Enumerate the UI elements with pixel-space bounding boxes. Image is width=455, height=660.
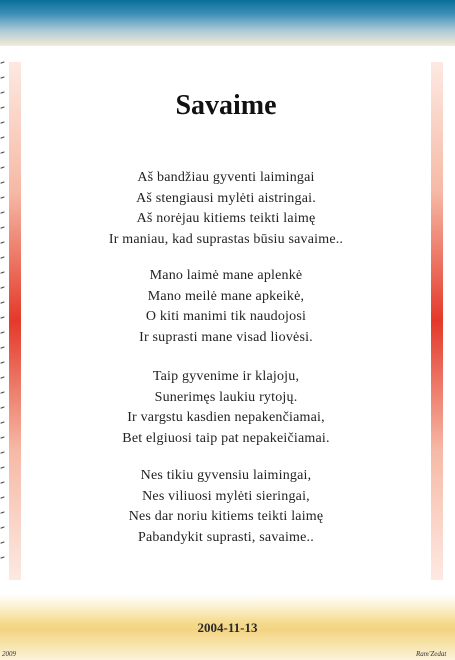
footer-year: 2009 [2,650,16,658]
poem-title: Savaime [175,90,277,121]
stanza-3 [21,367,431,449]
margin-tick [0,61,5,66]
poem-line: Taip gyvenime ir klajoju, [152,369,300,384]
margin-tick [0,346,5,351]
margin-tick [0,76,5,81]
footer-signature: Ram'Zedat [416,650,447,658]
poem-date: 2004-11-13 [197,620,258,635]
margin-tick [0,181,5,186]
margin-tick [0,211,5,216]
margin-tick [0,526,5,531]
margin-tick [0,376,5,381]
margin-tick [0,106,5,111]
margin-tick [0,496,5,501]
margin-tick [0,331,5,336]
poem-line: Mano meilė mane apkeikė, [147,288,305,304]
poem-line: Ir maniau, kad suprastas būsiu savaime.. [108,231,344,247]
margin-tick [0,241,5,246]
poem-page [21,46,431,594]
margin-tick [0,361,5,366]
margin-marks [0,60,8,580]
margin-tick [0,391,5,396]
poem-line: Ir vargstu kasdien nepakenčiamai, [127,410,325,425]
poem-line: Nes dar noriu kitiems teikti laimę [128,509,324,524]
margin-tick [0,121,5,126]
top-decorative-band [0,0,455,46]
margin-tick [0,91,5,96]
margin-tick [0,166,5,171]
margin-tick [0,466,5,471]
margin-tick [0,196,5,201]
poem-line: Ir suprasti mane visad liovėsi. [139,329,313,345]
margin-tick [0,151,5,156]
margin-tick [0,286,5,291]
poem-line: Nes tikiu gyvensiu laimingai, [140,468,312,483]
stanza-1 [21,168,431,250]
poem-line: Sunerimęs laukiu rytojų. [154,389,298,405]
margin-tick [0,481,5,486]
margin-tick [0,256,5,261]
margin-tick [0,301,5,306]
margin-tick [0,541,5,546]
right-decorative-strip [431,62,443,580]
poem-line: Bet elgiuosi taip pat nepakeičiamai. [122,430,330,446]
poem-line: Aš norėjau kitiems teikti laimę [136,211,316,226]
poem-line: Aš stengiausi mylėti aistringai. [136,190,316,206]
poem-line: Mano laimė mane aplenkė [149,268,303,283]
stanza-4 [21,466,431,548]
poem-line: Aš bandžiau gyventi laimingai [137,170,315,185]
stanza-2 [21,266,431,348]
margin-tick [0,136,5,141]
left-decorative-strip [9,62,21,580]
margin-tick [0,436,5,441]
margin-tick [0,511,5,516]
margin-tick [0,421,5,426]
poem-line: O kiti manimi tik naudojosi [145,309,307,324]
poem-line: Pabandykit suprasti, savaime.. [138,529,314,545]
margin-tick [0,316,5,321]
margin-tick [0,451,5,456]
margin-tick [0,271,5,276]
margin-tick [0,406,5,411]
poem-line: Nes viliuosi mylėti sieringai, [142,488,310,504]
margin-tick [0,556,5,561]
margin-tick [0,226,5,231]
